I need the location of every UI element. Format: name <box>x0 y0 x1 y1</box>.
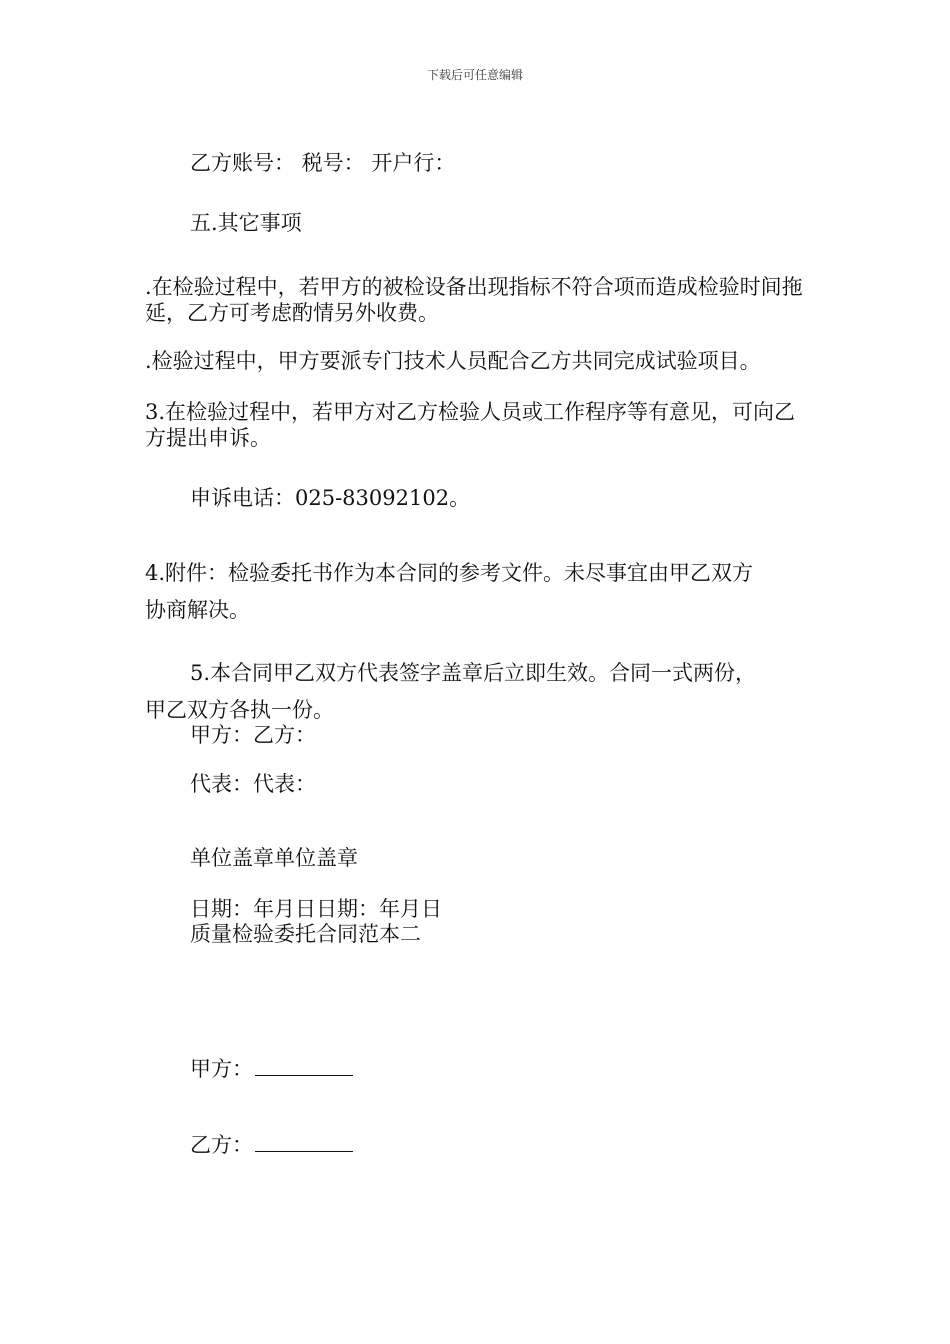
page-header-note: 下载后可任意编辑 <box>426 68 523 82</box>
parties-line: 甲方：乙方： <box>190 723 316 747</box>
clause-item-5-line-1: 5.本合同甲乙双方代表签字盖章后立即生效。合同一式两份， <box>190 661 757 685</box>
template-two-title: 质量检验委托合同范本二 <box>190 922 421 946</box>
party-a-label: 甲方： <box>190 1057 253 1081</box>
party-b-account-line: 乙方账号： 税号： 开户行： <box>190 151 456 175</box>
section-five-title: 五.其它事项 <box>190 211 302 235</box>
seal-line: 单位盖章单位盖章 <box>190 846 358 870</box>
party-a-blank <box>255 1057 353 1076</box>
party-b-blank <box>255 1133 353 1152</box>
date-line: 日期：年月日日期：年月日 <box>190 897 442 921</box>
clause-item-5-line-2: 甲乙双方各执一份。 <box>145 698 334 722</box>
clause-item-2: .检验过程中，甲方要派专门技术人员配合乙方共同完成试验项目。 <box>145 349 761 373</box>
clause-item-1: .在检验过程中，若甲方的被检设备出现指标不符合项而造成检验时间拖延，乙方可考虑酌情另外收费。 <box>145 275 803 325</box>
party-b-label: 乙方： <box>190 1133 253 1157</box>
party-a-signature-line <box>190 1056 353 1082</box>
party-b-signature-line <box>190 1132 353 1158</box>
clause-item-4-line-1: 4.附件：检验委托书作为本合同的参考文件。未尽事宜由甲乙双方 <box>145 561 754 585</box>
clause-item-3: 3.在检验过程中，若甲方对乙方检验人员或工作程序等有意见，可向乙方提出申诉。 <box>145 400 796 450</box>
clause-item-4-line-2: 协商解决。 <box>145 598 250 622</box>
representatives-line: 代表：代表： <box>190 772 316 796</box>
complaint-phone-line: 申诉电话：025-83092102。 <box>190 486 471 510</box>
